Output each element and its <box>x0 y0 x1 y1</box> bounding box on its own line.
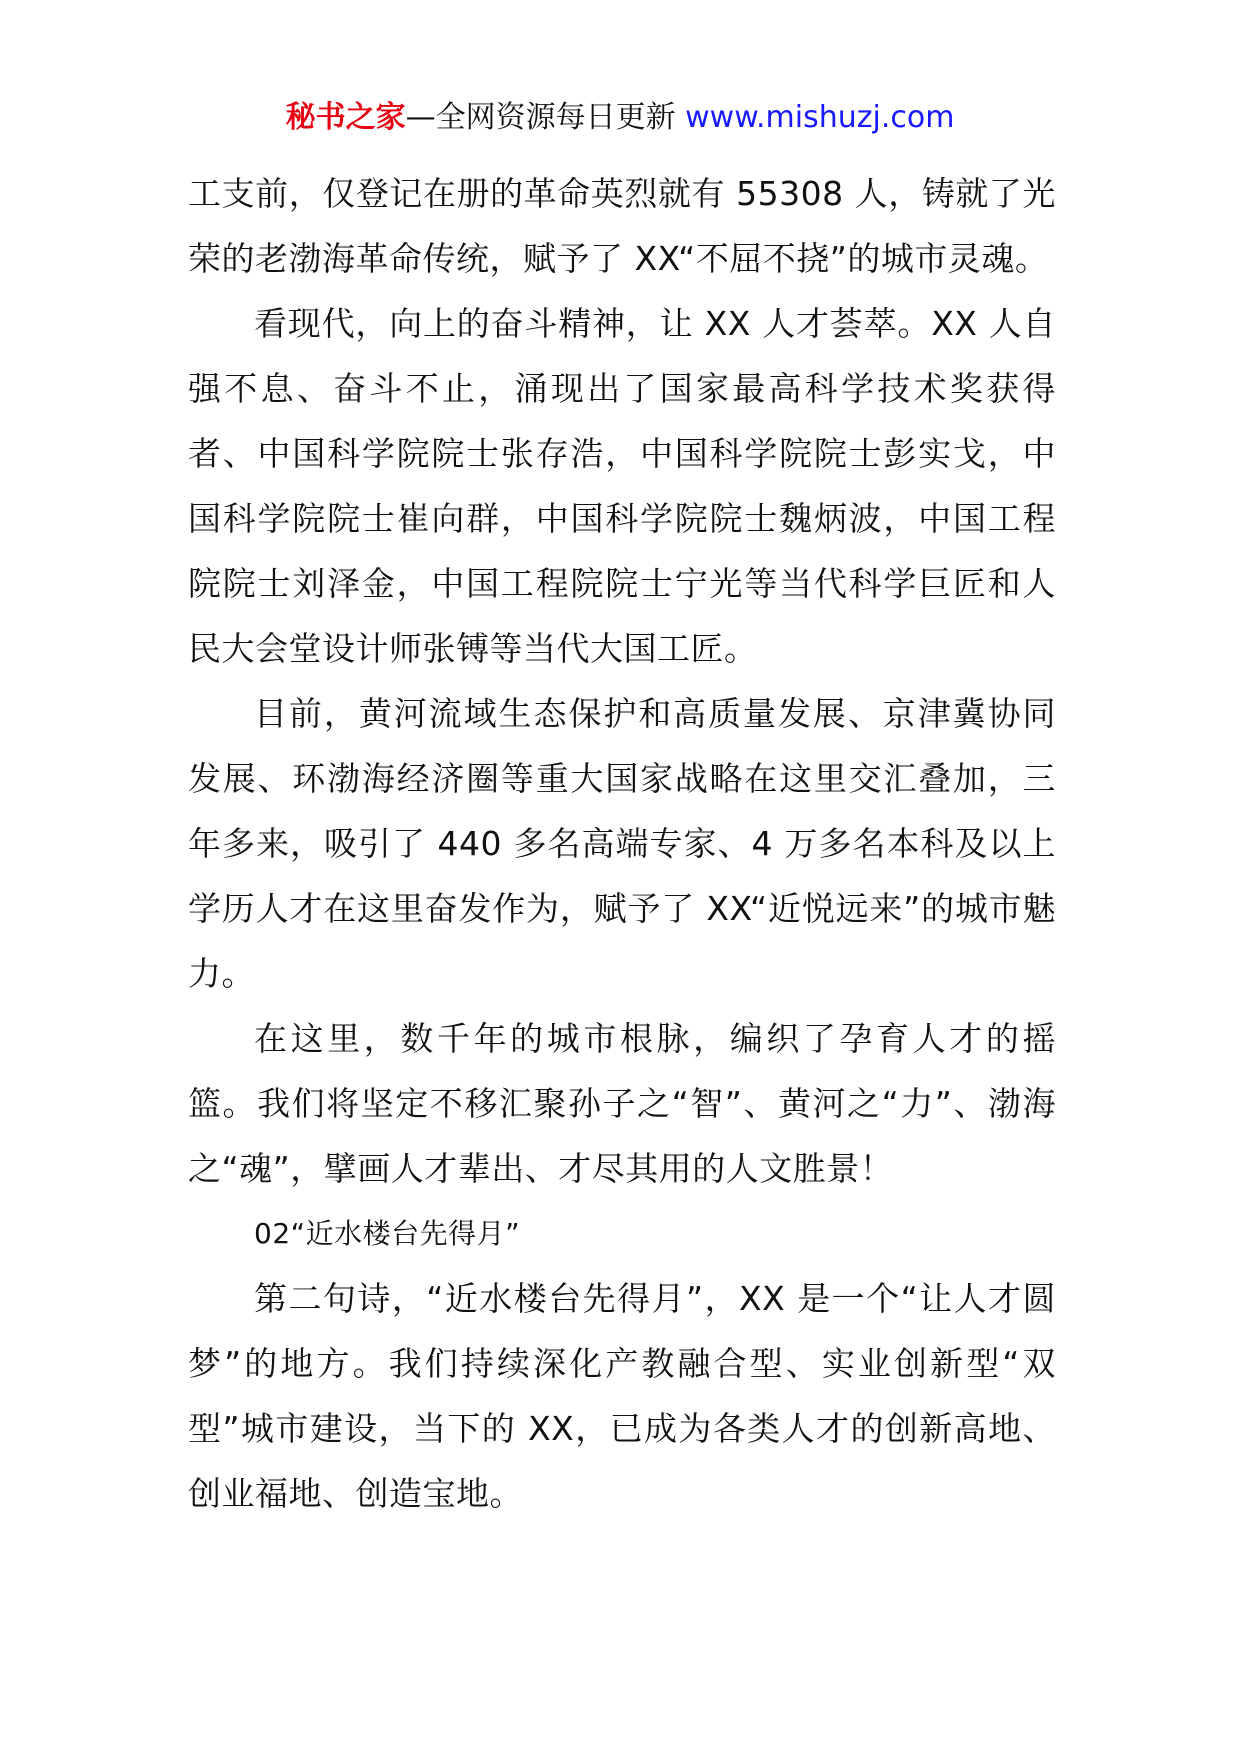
paragraph-modern-talent: 看现代，向上的奋斗精神，让 XX 人才荟萃。XX 人自强不息、奋斗不止，涌现出了国家最高科学技术奖获得者、中国科学院院士张存浩，中国科学院院士彭实戈，中国科学院院士崔向群，中国科学院院士魏炳波，中国工程院院士刘泽金，中国工程院院士宁光等当代科学巨匠和人民大会堂设计师张镈等当代大国工匠。 <box>188 304 1056 668</box>
page-header <box>0 98 1240 138</box>
paragraph-continuation: 工支前，仅登记在册的革命英烈就有 55308 人，铸就了光荣的老渤海革命传统，赋予了 XX“不屈不挠”的城市灵魂。 <box>188 174 1056 278</box>
section-subheading: 02“近水楼台先得月” <box>254 1217 521 1250</box>
document-body <box>188 161 1056 1526</box>
site-brand: 秘书之家 <box>285 100 406 135</box>
paragraph-city-roots: 在这里，数千年的城市根脉，编织了孕育人才的摇篮。我们将坚定不移汇聚孙子之“智”、黄河之“力”、渤海之“魂”，擘画人才辈出、才尽其用的人文胜景！ <box>188 1019 1056 1188</box>
site-tagline: —全网资源每日更新 <box>405 100 676 135</box>
site-url-link[interactable]: www.mishuzj.com <box>685 100 955 135</box>
paragraph-national-strategy: 目前，黄河流域生态保护和高质量发展、京津冀协同发展、环渤海经济圈等重大国家战略在这里交汇叠加，三年多来，吸引了 440 多名高端专家、4 万多名本科及以上学历人才在这里奋发作为，赋予了 XX“近悦远来”的城市魅力。 <box>188 694 1056 993</box>
paragraph-second-poem: 第二句诗，“近水楼台先得月”，XX 是一个“让人才圆梦”的地方。我们持续深化产教融合型、实业创新型“双型”城市建设，当下的 XX，已成为各类人才的创新高地、创业福地、创造宝地。 <box>188 1279 1056 1513</box>
